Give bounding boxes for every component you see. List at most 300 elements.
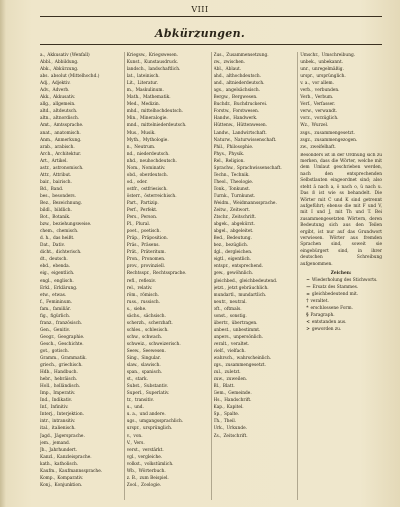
abbreviation: zw., <box>300 144 309 150</box>
abbreviation: Wz., <box>300 123 310 129</box>
abbreviation: Math., <box>126 95 141 101</box>
abbreviation: Präs., <box>126 243 140 249</box>
abbreviation-meaning: zuletzt. <box>224 370 241 376</box>
abbreviation-entry <box>300 144 382 151</box>
abbreviation-meaning: ursprünglich. <box>316 74 346 80</box>
abbreviation-entry <box>40 108 122 115</box>
abbreviation: Komp., <box>40 475 56 481</box>
abbreviation: Erkl., <box>40 285 52 291</box>
abbreviation-entry <box>214 355 296 362</box>
abbreviation: V., <box>126 440 132 446</box>
abbreviation-meaning: Kaufmannssprache. <box>58 468 103 474</box>
abbreviation: kath., <box>40 461 53 467</box>
abbreviation: Bed., <box>213 236 225 242</box>
abbreviation-entry <box>40 433 122 440</box>
abbreviation-meaning: mittelhochdeutsch. <box>141 109 183 115</box>
abbreviation: Ind., <box>40 398 50 404</box>
abbreviation-meaning: chemisch. <box>56 229 79 235</box>
abbreviation-entry <box>40 440 122 447</box>
abbreviation-entry <box>40 299 122 306</box>
abbreviation-meaning: Literatur. <box>137 81 158 87</box>
abbreviation-entry <box>300 52 382 59</box>
abbreviation-meaning: jetzt gebräuchlich. <box>227 285 269 291</box>
abbreviation-meaning: und. <box>134 405 144 411</box>
abbreviation-entry <box>214 383 296 390</box>
abbreviation: hebr., <box>40 377 53 383</box>
abbreviation: Art., <box>40 158 50 164</box>
abbreviation: poet., <box>126 229 140 235</box>
abbreviation-meaning: das heißt. <box>52 236 75 242</box>
abbreviation-meaning: Superlativ. <box>145 391 170 397</box>
page-binding-shadow <box>0 0 6 507</box>
abbreviation: unbek., <box>300 60 317 66</box>
abbreviation: a., <box>40 53 46 58</box>
symbol-entry <box>300 298 382 305</box>
abbreviation-meaning: Theil. <box>223 419 237 425</box>
abbreviation-meaning: Substantiv. <box>143 384 168 390</box>
abbreviation-meaning: figürlich. <box>50 313 71 319</box>
abbreviation-entry <box>40 278 122 285</box>
abbreviation: Th., <box>213 419 222 425</box>
abbreviation-meaning: wahrscheinlich. <box>236 356 272 362</box>
abbreviation-entry <box>127 334 209 341</box>
symbol-meaning: veraltet. <box>310 299 329 305</box>
abbreviation-entry <box>127 200 209 207</box>
abbreviation: v. a., <box>300 81 311 87</box>
abbreviation-entry <box>127 404 209 411</box>
abbreviation-meaning: österreichisch. <box>144 193 177 199</box>
symbol-entry <box>300 326 382 333</box>
abbreviation: altn., <box>40 116 52 122</box>
abbreviation: zul., <box>213 370 223 376</box>
abbreviation: Anm., <box>40 137 53 143</box>
symbol-glyph: † <box>306 299 309 305</box>
abbreviation-entry <box>40 425 122 432</box>
abbreviation-entry <box>40 461 122 468</box>
abbreviation-entry <box>40 263 122 270</box>
abbreviation-entry <box>214 249 296 256</box>
abbreviation: Nom., <box>126 165 140 171</box>
abbreviation: Gen., <box>40 327 52 333</box>
abbreviation: Seew., <box>126 348 141 354</box>
abbreviation-entry <box>127 348 209 355</box>
abbreviation-entry <box>40 59 122 66</box>
abbreviation: s., <box>126 306 132 312</box>
abbreviation-entry <box>40 94 122 101</box>
abbreviation: Min., <box>126 116 139 122</box>
abbreviation-entry <box>214 425 296 432</box>
abbreviation-meaning: unregelmäßig. <box>312 67 344 73</box>
abbreviation: ital., <box>40 426 50 432</box>
abbreviation: nhd., <box>126 158 138 164</box>
abbreviation-entry <box>300 137 382 144</box>
abbreviation-meaning: dichterisch. <box>55 250 82 256</box>
abbreviation: refl., <box>126 278 137 284</box>
abbreviation-entry <box>127 376 209 383</box>
abbreviation-meaning: Bergwesen. <box>231 95 258 101</box>
abbreviation: Abbl., <box>40 60 53 66</box>
abbreviation-entry <box>214 433 296 440</box>
abbreviation-entry <box>127 80 209 87</box>
abbreviation-meaning: Zusammensetzung. <box>226 53 269 58</box>
abbreviation-meaning: altnordisch. <box>53 116 80 122</box>
abbreviation-entry <box>127 221 209 228</box>
abbreviation: verb., <box>300 88 313 94</box>
abbreviation: jetzt., <box>213 285 226 291</box>
abbreviation: fam., <box>40 306 51 312</box>
abbreviation: gew., <box>213 271 225 277</box>
abbreviation: Weidm., <box>213 200 232 206</box>
abbreviation-meaning: Geschichte. <box>58 341 84 347</box>
abbreviation: d. h., <box>40 236 51 242</box>
abbreviation: Gem., <box>213 391 227 397</box>
abbreviation-meaning: römisch. <box>140 292 160 298</box>
abbreviation: Naturw., <box>213 137 233 143</box>
abbreviation-entry <box>214 348 296 355</box>
abbreviation-meaning: Landwirtschaft. <box>232 130 267 136</box>
abbreviation: oft., <box>213 306 223 312</box>
abbreviation-entry <box>127 228 209 235</box>
abbreviation: österr., <box>126 193 143 199</box>
abbreviation-meaning: Zeitwort. <box>230 208 251 214</box>
abbreviation: Bergw., <box>213 95 230 101</box>
abbreviation-entry <box>40 200 122 207</box>
abbreviation-meaning: Naturwissenschaft. <box>234 137 277 143</box>
abbreviation: Sprachw., <box>213 165 235 171</box>
abbreviation-meaning: holländisch. <box>53 384 81 390</box>
abbreviation-entry <box>40 390 122 397</box>
abbreviation-meaning: mundartlich. <box>238 292 267 298</box>
abbreviation-meaning: Sprachwissenschaft. <box>236 165 282 171</box>
abbreviation-meaning: Abbildung. <box>54 60 79 66</box>
abbreviation-meaning: astronomisch. <box>52 165 84 171</box>
abbreviation-entry <box>214 80 296 87</box>
abbreviation-meaning: Verbum. <box>315 95 334 101</box>
abbreviation-meaning: poetisch. <box>141 229 161 235</box>
abbreviation-entry <box>127 73 209 80</box>
abbreviation-entry <box>127 186 209 193</box>
abbreviation-meaning: Weidmannssprache. <box>233 200 277 206</box>
abbreviation-entry <box>40 144 122 151</box>
abbreviation: neutr., <box>213 299 228 305</box>
abbreviation-meaning: allgemein. <box>52 102 76 108</box>
abbreviation: entspr., <box>213 264 230 270</box>
abbreviation-entry <box>40 306 122 313</box>
abbreviation: bildl., <box>40 208 53 214</box>
symbol-entry <box>300 277 382 284</box>
ordering-note: Besonders ist in der Ordnung sich zu merken, dass die Wörter, welche mit dem Umlaut geschrieben werden, nach den entsprechenden Selbstlauten eingeordnet sind; also steht ä nach a, ö nach o, ü nach u. Das ß ist wie ss behandelt. Die Wörter mit C und K sind getrennt aufgeführt; ebenso die mit F und V, mit I und J, mit Th und T. Bei zusammengesetzten Wörtern, deren Bedeutung sich aus den Teilen ergibt, ist nur auf das Grundwort verwiesen. Wörter aus fremden Sprachen sind, soweit sie eingebürgert sind, in ihrer deutschen Schreibung aufgenommen. <box>300 152 382 267</box>
abbreviation: urspr., <box>126 426 141 432</box>
abbreviation: Gesch., <box>40 341 57 347</box>
abbreviation-meaning: intransitiv. <box>52 419 76 425</box>
abbreviation-meaning: Interjektion. <box>56 412 84 418</box>
abbreviation-entry <box>40 404 122 411</box>
abbreviation-entry <box>214 186 296 193</box>
abbreviation-entry <box>214 263 296 270</box>
abbreviation-entry <box>127 151 209 158</box>
abbreviation: franz., <box>40 320 54 326</box>
abbreviation: dgl., <box>213 250 224 256</box>
abbreviation-meaning: Infinitiv. <box>50 405 69 411</box>
abbreviation-meaning: Plural. <box>135 222 151 228</box>
abbreviation-entry <box>127 362 209 369</box>
abbreviation: Ztschr., <box>213 215 230 221</box>
abbreviation-meaning: gleichbedeutend. <box>239 278 278 284</box>
abbreviation-entry <box>40 130 122 137</box>
abbreviation-entry <box>127 144 209 151</box>
abbreviation: n., <box>126 144 133 150</box>
abbreviation-entry <box>300 101 382 108</box>
abbreviation-meaning: Physik. <box>228 151 245 157</box>
abbreviation-meaning: Amtssprache. <box>53 123 84 129</box>
abbreviation: Attr., <box>40 172 51 178</box>
abbreviation-meaning: Seewesen. <box>142 348 166 354</box>
abbreviation-entry <box>40 411 122 418</box>
abbreviation-entry <box>40 66 122 73</box>
abbreviation-entry <box>40 242 122 249</box>
abbreviation-entry <box>127 447 209 454</box>
abbreviation-meaning: Gemeinde. <box>228 391 252 397</box>
abbreviation-meaning: reflexiv. <box>138 278 157 284</box>
abbreviation: anat., <box>40 130 53 136</box>
abbreviation: ebd., <box>40 264 51 270</box>
abbreviation: rel., <box>126 285 136 291</box>
abbreviation: unr., <box>300 67 311 73</box>
abbreviation-meaning: oberdeutsch. <box>139 172 169 178</box>
abbreviation: Part., <box>126 200 139 206</box>
abbreviation: Gramm., <box>40 356 59 362</box>
abbreviation-entry <box>127 108 209 115</box>
abbreviation-entry <box>40 292 122 299</box>
abbreviation-meaning: Architektur. <box>55 151 82 157</box>
abbreviation-entry <box>214 158 296 165</box>
abbreviation-meaning: Wörterbuch. <box>138 468 166 474</box>
abbreviation-entry <box>214 411 296 418</box>
abbreviation: Pers., <box>126 215 139 221</box>
abbreviation-meaning: entsprechend. <box>231 264 264 270</box>
abbreviation-entry <box>40 52 122 59</box>
abbreviation-entry <box>40 221 122 228</box>
abbreviation: volkst., <box>126 461 143 467</box>
abbreviation-entry <box>40 207 122 214</box>
symbol-entry <box>300 291 382 298</box>
abbreviation: zuw., <box>213 377 225 383</box>
abbreviation-entry <box>40 475 122 482</box>
abbreviation-meaning: Perfekt. <box>140 208 158 214</box>
abbreviation-meaning: verbunden. <box>314 88 340 94</box>
abbreviation-meaning: althochdeutsch. <box>226 74 262 80</box>
abbreviation-meaning: umgangssprachlich. <box>139 419 184 425</box>
abbreviation: Inf., <box>40 405 49 411</box>
abbreviation-entry <box>214 320 296 327</box>
abbreviation: sonst., <box>213 313 228 319</box>
symbol-meaning: entstanden aus. <box>311 320 347 326</box>
abbreviation: chem., <box>40 229 55 235</box>
abbreviation-meaning: Kunstausdruck. <box>144 60 179 66</box>
abbreviation-entry <box>40 80 122 87</box>
abbreviation-entry <box>214 73 296 80</box>
abbreviation-entry <box>127 369 209 376</box>
abbreviation-entry <box>40 285 122 292</box>
abbreviation-entry <box>214 299 296 306</box>
abbreviation-entry <box>214 270 296 277</box>
abbreviation: etw., <box>40 292 51 298</box>
abbreviation-entry <box>214 404 296 411</box>
abbreviation-entry <box>127 341 209 348</box>
abbreviation: zsgs., <box>300 130 313 136</box>
page-title: Abkürzungen. <box>155 27 245 40</box>
abbreviation: v., <box>126 433 132 439</box>
abbreviation-meaning: Maskulinum. <box>135 88 164 94</box>
abbreviation-meaning: Zeitschrift. <box>223 433 248 439</box>
abbreviation-meaning: neuhochdeutsch. <box>139 158 177 164</box>
abbreviation-entry <box>127 299 209 306</box>
abbreviation: ugs., <box>126 419 138 425</box>
abbreviation: od., <box>126 179 135 185</box>
abbreviation-entry <box>214 59 296 66</box>
abbreviation: vielf., <box>213 348 226 354</box>
abbreviation: Perf., <box>126 208 139 214</box>
abbreviation-meaning: Wurzel. <box>311 123 329 129</box>
abbreviation: mhd., <box>126 109 140 115</box>
symbol-meaning: geworden zu. <box>311 327 342 333</box>
abbreviation: st., <box>126 377 134 383</box>
abbreviation: Mus., <box>126 130 139 136</box>
symbol-entry <box>300 319 382 326</box>
abbreviation-entry <box>214 101 296 108</box>
abbreviation-meaning: lateinisch. <box>137 74 160 80</box>
abbreviation-entry <box>214 52 296 59</box>
abbreviation-entry <box>300 115 382 122</box>
abbreviation-meaning: zusammengezogen. <box>314 137 358 143</box>
abbreviation-meaning: neutral. <box>229 299 247 305</box>
abbreviation: Sing., <box>126 356 140 362</box>
abbreviation: Zeitw., <box>213 208 229 214</box>
abbreviation: Wb., <box>126 468 137 474</box>
abbreviation: Zool., <box>126 482 140 488</box>
abbreviation-entry <box>40 179 122 186</box>
abbreviation-entry <box>127 94 209 101</box>
abbreviation: span., <box>126 370 140 376</box>
abbreviation: Forstw., <box>213 109 231 115</box>
abbreviation: lat., <box>126 74 136 80</box>
abbreviation-entry <box>214 87 296 94</box>
abbreviation-entry <box>214 137 296 144</box>
abbreviation-meaning: besonders. <box>52 193 77 199</box>
abbreviation-meaning: Verfasser. <box>313 102 336 108</box>
abbreviation-entry <box>127 270 209 277</box>
abbreviation: dicht., <box>40 250 54 256</box>
abbreviation-column-2 <box>125 52 212 500</box>
abbreviation-meaning: Blatt. <box>222 384 235 390</box>
abbreviation-meaning: Ablaut. <box>225 67 242 73</box>
abbreviation: russ., <box>126 299 139 305</box>
abbreviation-entry <box>214 256 296 263</box>
abbreviation-meaning: französisch. <box>55 320 83 326</box>
abbreviation-entry <box>40 256 122 263</box>
abbreviation-meaning: jemand. <box>52 440 71 446</box>
abbreviation-meaning: Jägersprache. <box>54 433 85 439</box>
abbreviation-meaning: Forstwesen. <box>232 109 260 115</box>
abbreviation: Bot., <box>40 215 51 221</box>
abbreviation: fig., <box>40 313 49 319</box>
abbreviation-entry <box>127 66 209 73</box>
abbreviation: Konj., <box>40 482 53 488</box>
abbreviation-entry <box>127 355 209 362</box>
abbreviation-meaning: abgekürzt. <box>231 222 255 228</box>
abbreviation-meaning: siehe. <box>133 306 147 312</box>
abbreviation-meaning: unpersönlich. <box>233 334 264 340</box>
abbreviation-entry <box>40 418 122 425</box>
abbreviation-meaning: angelsächsisch. <box>225 88 261 94</box>
abbreviation-meaning: Bezeichnung. <box>52 200 83 206</box>
abbreviation: bzw., <box>40 222 51 228</box>
abbreviation-entry <box>127 256 209 263</box>
abbreviation: vgl., <box>126 454 137 460</box>
abbreviation-meaning: hebräisch. <box>54 377 78 383</box>
abbreviation-entry <box>214 144 296 151</box>
abbreviation: Geogr., <box>40 334 56 340</box>
abbreviation: Adv., <box>40 88 51 94</box>
abbreviation-entry <box>214 228 296 235</box>
abbreviation: Bl., <box>213 384 221 390</box>
abbreviation-column-1 <box>38 52 125 500</box>
abbreviation: Jagd., <box>40 433 53 439</box>
abbreviation-meaning: Urkunde. <box>226 426 247 432</box>
abbreviation-meaning: arabisch. <box>54 144 75 150</box>
abbreviation: intr., <box>40 419 51 425</box>
abbreviation-entry <box>127 411 209 418</box>
abbreviation-entry <box>127 397 209 404</box>
abbreviation-meaning: Kriegswesen. <box>148 53 179 58</box>
abbreviation-meaning: Turnkunst. <box>231 193 256 199</box>
abbreviation-entry <box>40 235 122 242</box>
abbreviation-entry <box>40 158 122 165</box>
abbreviation: Phil., <box>213 144 225 150</box>
abbreviation-meaning: bildlich. <box>54 208 72 214</box>
abbreviation-meaning: Medizin. <box>141 102 161 108</box>
abbreviation-entry <box>300 122 382 129</box>
abbreviation-entry <box>127 59 209 66</box>
abbreviation-entry <box>214 130 296 137</box>
abbreviation: bair., <box>40 179 51 185</box>
abbreviation: z. B., <box>126 475 138 481</box>
abbreviation-column-3 <box>212 52 299 500</box>
abbreviation: Imp., <box>40 391 52 397</box>
abbreviation: Hdb., <box>40 370 52 376</box>
abbreviation-meaning: slawisch. <box>140 363 161 369</box>
abbreviation-entry <box>214 122 296 129</box>
abbreviation-meaning: Anmerkung. <box>54 137 82 143</box>
symbols-heading: Zeichen: <box>330 270 352 276</box>
symbol-glyph: = <box>306 292 310 298</box>
abbreviation-entry <box>127 242 209 249</box>
abbreviation: abs. <box>40 74 49 80</box>
abbreviation-entry <box>214 214 296 221</box>
abbreviation: Bd., <box>40 186 49 192</box>
abbreviation-entry <box>40 115 122 122</box>
abbreviation-entry <box>214 334 296 341</box>
abbreviation: verst., <box>126 447 141 453</box>
abbreviation-entry <box>127 165 209 172</box>
abbreviation-entry <box>40 334 122 341</box>
abbreviation-meaning: Hüttenwesen. <box>236 123 268 129</box>
abbreviation: Subst., <box>126 384 142 390</box>
abbreviation-column-4 <box>298 52 384 500</box>
abbreviation: zsgz., <box>300 137 313 143</box>
abbreviation-entry <box>127 468 209 475</box>
abbreviation-meaning: zum Beispiel. <box>139 475 169 481</box>
